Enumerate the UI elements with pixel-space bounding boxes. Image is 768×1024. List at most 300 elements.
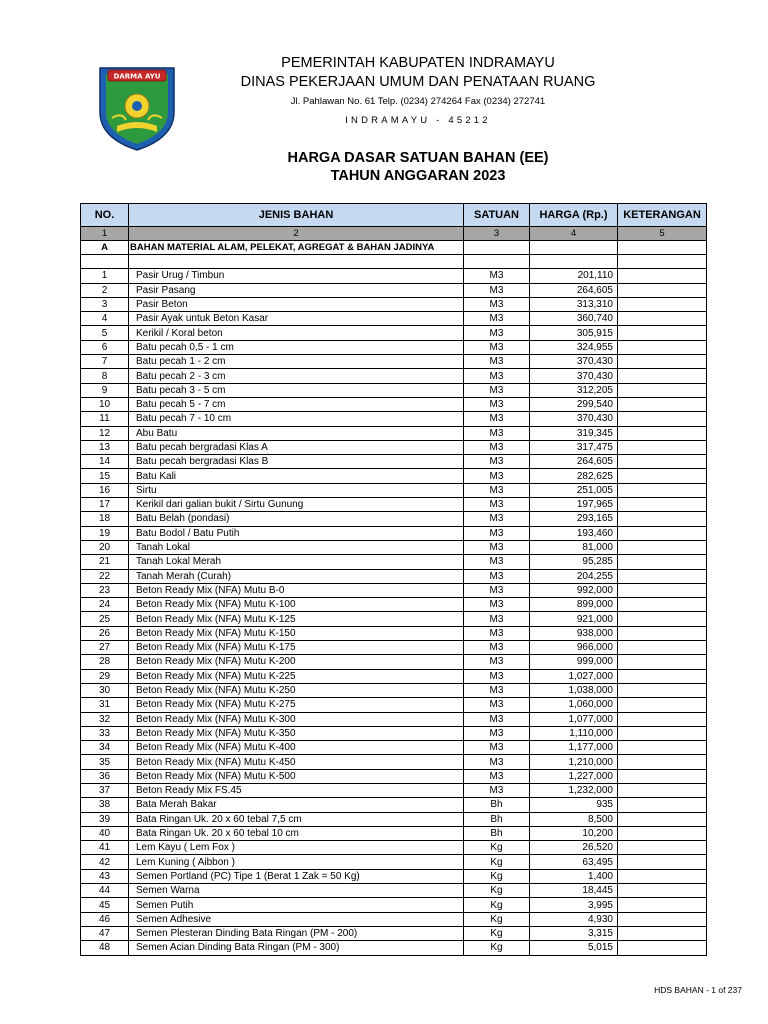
material-name: Bata Ringan Uk. 20 x 60 tebal 10 cm [129,826,464,840]
row-number: 26 [81,626,129,640]
price-cell: 370,430 [530,355,618,369]
empty-cell [530,241,618,255]
material-name: Semen Plesteran Dinding Bata Ringan (PM - 200) [129,926,464,940]
row-number: 4 [81,312,129,326]
notes-cell [618,526,707,540]
material-name: Semen Adhesive [129,912,464,926]
material-name: Pasir Beton [129,297,464,311]
notes-cell [618,397,707,411]
row-number: 28 [81,655,129,669]
unit-cell: M3 [464,669,530,683]
table-row [81,355,707,369]
row-number: 11 [81,412,129,426]
material-name: Semen Putih [129,898,464,912]
agency-parent-name: PEMERINTAH KABUPATEN INDRAMAYU [281,55,555,71]
row-number: 5 [81,326,129,340]
table-row [81,855,707,869]
table-row [81,841,707,855]
row-number: 25 [81,612,129,626]
price-cell: 1,177,000 [530,741,618,755]
notes-cell [618,512,707,526]
price-cell: 1,027,000 [530,669,618,683]
material-name: Semen Acian Dinding Bata Ringan (PM - 300) [129,941,464,955]
row-number: 37 [81,783,129,797]
material-name: Beton Ready Mix (NFA) Mutu K-150 [129,626,464,640]
table-row [81,526,707,540]
unit-cell: Bh [464,812,530,826]
row-number: 24 [81,598,129,612]
row-number: 22 [81,569,129,583]
notes-cell [618,783,707,797]
table-row [81,555,707,569]
table-row [81,826,707,840]
material-name: Lem Kayu ( Lem Fox ) [129,841,464,855]
row-number: 9 [81,383,129,397]
notes-cell [618,426,707,440]
price-cell: 370,430 [530,412,618,426]
material-name: Beton Ready Mix (NFA) Mutu K-500 [129,769,464,783]
notes-cell [618,869,707,883]
material-name: Batu pecah 2 - 3 cm [129,369,464,383]
table-row [81,698,707,712]
row-number: 2 [81,283,129,297]
row-number: 7 [81,355,129,369]
price-cell: 319,345 [530,426,618,440]
unit-cell: M3 [464,569,530,583]
notes-cell [618,412,707,426]
row-number: 29 [81,669,129,683]
material-name: Batu pecah bergradasi Klas A [129,440,464,454]
notes-cell [618,583,707,597]
agency-name: DINAS PEKERJAAN UMUM DAN PENATAAN RUANG [240,74,596,90]
notes-cell [618,769,707,783]
table-row [81,426,707,440]
notes-cell [618,326,707,340]
material-name: Kerikil dari galian bukit / Sirtu Gunung [129,498,464,512]
price-cell: 921,000 [530,612,618,626]
col-header-notes: KETERANGAN [618,204,707,227]
material-name: Beton Ready Mix (NFA) Mutu K-450 [129,755,464,769]
price-cell: 360,740 [530,312,618,326]
row-number: 16 [81,483,129,497]
price-cell: 10,200 [530,826,618,840]
row-number: 8 [81,369,129,383]
row-number: 44 [81,884,129,898]
price-cell: 293,165 [530,512,618,526]
unit-cell: M3 [464,641,530,655]
material-name: Beton Ready Mix FS.45 [129,783,464,797]
price-cell: 999,000 [530,655,618,669]
price-cell: 197,965 [530,498,618,512]
unit-cell: M3 [464,397,530,411]
unit-cell: M3 [464,512,530,526]
unit-cell: M3 [464,326,530,340]
material-name: Beton Ready Mix (NFA) Mutu K-125 [129,612,464,626]
empty-cell [81,255,129,269]
price-cell: 312,205 [530,383,618,397]
price-cell: 95,285 [530,555,618,569]
price-cell: 204,255 [530,569,618,583]
material-name: Tanah Lokal [129,540,464,554]
table-row [81,626,707,640]
price-cell: 81,000 [530,540,618,554]
row-number: 46 [81,912,129,926]
unit-cell: Kg [464,912,530,926]
col-number: 2 [129,227,464,241]
notes-cell [618,912,707,926]
notes-cell [618,698,707,712]
notes-cell [618,340,707,354]
notes-cell [618,812,707,826]
notes-cell [618,612,707,626]
table-row [81,297,707,311]
table-row [81,269,707,283]
unit-cell: M3 [464,297,530,311]
row-number: 23 [81,583,129,597]
row-number: 34 [81,741,129,755]
price-cell: 1,060,000 [530,698,618,712]
notes-cell [618,941,707,955]
table-row [81,941,707,955]
notes-cell [618,898,707,912]
price-cell: 3,995 [530,898,618,912]
table-row [81,798,707,812]
material-name: Pasir Pasang [129,283,464,297]
price-cell: 4,930 [530,912,618,926]
material-name: Beton Ready Mix (NFA) Mutu K-400 [129,741,464,755]
material-name: Batu Bodol / Batu Putih [129,526,464,540]
table-row [81,712,707,726]
row-number: 39 [81,812,129,826]
row-number: 30 [81,683,129,697]
notes-cell [618,884,707,898]
price-cell: 1,232,000 [530,783,618,797]
material-name: Beton Ready Mix (NFA) Mutu K-200 [129,655,464,669]
unit-cell: M3 [464,340,530,354]
price-cell: 63,495 [530,855,618,869]
row-number: 21 [81,555,129,569]
empty-cell [464,241,530,255]
notes-cell [618,498,707,512]
unit-cell: Bh [464,826,530,840]
material-name: Batu Kali [129,469,464,483]
material-name: Sirtu [129,483,464,497]
table-row [81,641,707,655]
col-number: 5 [618,227,707,241]
notes-cell [618,926,707,940]
table-row [81,498,707,512]
row-number: 13 [81,440,129,454]
unit-cell: Kg [464,898,530,912]
notes-cell [618,741,707,755]
material-name: Bata Merah Bakar [129,798,464,812]
row-number: 33 [81,726,129,740]
material-name: Batu pecah 3 - 5 cm [129,383,464,397]
col-number: 4 [530,227,618,241]
table-row [81,926,707,940]
empty-cell [129,255,464,269]
unit-cell: Kg [464,855,530,869]
material-name: Beton Ready Mix (NFA) Mutu K-275 [129,698,464,712]
table-row [81,412,707,426]
price-cell: 251,005 [530,483,618,497]
material-name: Beton Ready Mix (NFA) Mutu K-175 [129,641,464,655]
notes-cell [618,355,707,369]
price-cell: 201,110 [530,269,618,283]
material-name: Batu pecah 5 - 7 cm [129,397,464,411]
unit-cell: M3 [464,312,530,326]
price-cell: 18,445 [530,884,618,898]
table-row [81,397,707,411]
notes-cell [618,755,707,769]
material-name: Beton Ready Mix (NFA) Mutu K-225 [129,669,464,683]
price-cell: 5,015 [530,941,618,955]
table-row [81,283,707,297]
price-cell: 317,475 [530,440,618,454]
table-row [81,783,707,797]
row-number: 38 [81,798,129,812]
document-title: HARGA DASAR SATUAN BAHAN (EE) [287,150,549,166]
row-number: 32 [81,712,129,726]
material-name: Batu pecah 1 - 2 cm [129,355,464,369]
price-cell: 370,430 [530,369,618,383]
price-cell: 1,227,000 [530,769,618,783]
unit-cell: M3 [464,269,530,283]
unit-cell: M3 [464,626,530,640]
row-number: 31 [81,698,129,712]
table-row [81,383,707,397]
material-name: Lem Kuning ( Aibbon ) [129,855,464,869]
notes-cell [618,598,707,612]
price-cell: 1,038,000 [530,683,618,697]
price-cell: 1,400 [530,869,618,883]
col-header-material: JENIS BAHAN [129,204,464,227]
material-name: Beton Ready Mix (NFA) Mutu K-300 [129,712,464,726]
unit-cell: M3 [464,755,530,769]
empty-cell [464,255,530,269]
unit-cell: M3 [464,598,530,612]
col-header-no: NO. [81,204,129,227]
unit-cell: M3 [464,726,530,740]
table-row [81,741,707,755]
notes-cell [618,283,707,297]
price-cell: 1,110,000 [530,726,618,740]
unit-cell: M3 [464,440,530,454]
unit-cell: Kg [464,869,530,883]
unit-cell: M3 [464,555,530,569]
row-number: 19 [81,526,129,540]
unit-cell: M3 [464,683,530,697]
table-row [81,369,707,383]
unit-cell: M3 [464,283,530,297]
notes-cell [618,726,707,740]
notes-cell [618,312,707,326]
price-cell: 938,000 [530,626,618,640]
material-name: Batu pecah 7 - 10 cm [129,412,464,426]
table-row [81,340,707,354]
notes-cell [618,626,707,640]
price-cell: 899,000 [530,598,618,612]
notes-cell [618,855,707,869]
row-number: 10 [81,397,129,411]
blank-row [81,255,707,269]
material-name: Pasir Urug / Timbun [129,269,464,283]
notes-cell [618,712,707,726]
table-row [81,912,707,926]
table-row [81,455,707,469]
col-number: 1 [81,227,129,241]
material-name: Beton Ready Mix (NFA) Mutu K-350 [129,726,464,740]
table-row [81,612,707,626]
table-row [81,326,707,340]
agency-address: Jl. Pahlawan No. 61 Telp. (0234) 274264 Fax (0234) 272741 [290,96,546,107]
unit-cell: M3 [464,540,530,554]
notes-cell [618,455,707,469]
section-title: BAHAN MATERIAL ALAM, PELEKAT, AGREGAT & BAHAN JADINYA [129,241,464,255]
unit-cell: Kg [464,884,530,898]
material-name: Beton Ready Mix (NFA) Mutu B-0 [129,583,464,597]
price-cell: 264,605 [530,283,618,297]
row-number: 1 [81,269,129,283]
table-row [81,598,707,612]
row-number: 27 [81,641,129,655]
table-row [81,483,707,497]
unit-cell: M3 [464,698,530,712]
col-header-unit: SATUAN [464,204,530,227]
table-row [81,769,707,783]
notes-cell [618,469,707,483]
empty-cell [618,241,707,255]
notes-cell [618,483,707,497]
unit-cell: M3 [464,655,530,669]
price-cell: 282,625 [530,469,618,483]
table-row [81,469,707,483]
row-number: 3 [81,297,129,311]
notes-cell [618,655,707,669]
empty-cell [618,255,707,269]
notes-cell [618,369,707,383]
table-row [81,898,707,912]
notes-cell [618,826,707,840]
notes-cell [618,798,707,812]
table-header-row [81,204,707,227]
row-number: 6 [81,340,129,354]
price-cell: 313,310 [530,297,618,311]
unit-cell: Kg [464,841,530,855]
col-number: 3 [464,227,530,241]
unit-cell: M3 [464,455,530,469]
row-number: 43 [81,869,129,883]
notes-cell [618,440,707,454]
notes-cell [618,269,707,283]
notes-cell [618,641,707,655]
row-number: 12 [81,426,129,440]
page-footer: HDS BAHAN - 1 of 237 [654,985,742,995]
table-row [81,655,707,669]
material-name: Batu pecah 0,5 - 1 cm [129,340,464,354]
unit-cell: M3 [464,783,530,797]
notes-cell [618,555,707,569]
col-header-price: HARGA (Rp.) [530,204,618,227]
unit-cell: M3 [464,426,530,440]
row-number: 35 [81,755,129,769]
table-row [81,669,707,683]
unit-cell: M3 [464,526,530,540]
row-number: 47 [81,926,129,940]
notes-cell [618,841,707,855]
row-number: 42 [81,855,129,869]
table-row [81,583,707,597]
notes-cell [618,683,707,697]
material-name: Batu Belah (pondasi) [129,512,464,526]
table-row [81,869,707,883]
row-number: 45 [81,898,129,912]
material-name: Semen Warna [129,884,464,898]
price-cell: 966,000 [530,641,618,655]
price-cell: 3,315 [530,926,618,940]
table-row [81,540,707,554]
price-table [80,203,707,956]
price-cell: 1,077,000 [530,712,618,726]
unit-cell: Bh [464,798,530,812]
material-name: Tanah Merah (Curah) [129,569,464,583]
section-code: A [81,241,129,255]
material-name: Pasir Ayak untuk Beton Kasar [129,312,464,326]
table-row [81,512,707,526]
price-cell: 324,955 [530,340,618,354]
notes-cell [618,540,707,554]
row-number: 41 [81,841,129,855]
material-name: Tanah Lokal Merah [129,555,464,569]
row-number: 36 [81,769,129,783]
table-row [81,726,707,740]
row-number: 48 [81,941,129,955]
row-number: 14 [81,455,129,469]
agency-city: INDRAMAYU - 45212 [345,115,491,126]
unit-cell: Kg [464,941,530,955]
section-row [81,241,707,255]
unit-cell: M3 [464,741,530,755]
empty-cell [530,255,618,269]
notes-cell [618,383,707,397]
unit-cell: M3 [464,412,530,426]
unit-cell: M3 [464,612,530,626]
price-cell: 264,605 [530,455,618,469]
material-name: Kerikil / Koral beton [129,326,464,340]
price-cell: 305,915 [530,326,618,340]
row-number: 40 [81,826,129,840]
price-cell: 8,500 [530,812,618,826]
price-cell: 26,520 [530,841,618,855]
material-name: Bata Ringan Uk. 20 x 60 tebal 7,5 cm [129,812,464,826]
unit-cell: M3 [464,498,530,512]
column-number-row [81,227,707,241]
table-row [81,884,707,898]
unit-cell: Kg [464,926,530,940]
row-number: 18 [81,512,129,526]
unit-cell: M3 [464,383,530,397]
unit-cell: M3 [464,712,530,726]
price-cell: 935 [530,798,618,812]
logo-banner-text: DARMA AYU [113,72,161,81]
table-row [81,683,707,697]
table-row [81,569,707,583]
material-name: Semen Portland (PC) Tipe 1 (Berat 1 Zak = 50 Kg) [129,869,464,883]
unit-cell: M3 [464,483,530,497]
document-subtitle: TAHUN ANGGARAN 2023 [330,168,506,184]
price-cell: 992,000 [530,583,618,597]
material-name: Beton Ready Mix (NFA) Mutu K-250 [129,683,464,697]
